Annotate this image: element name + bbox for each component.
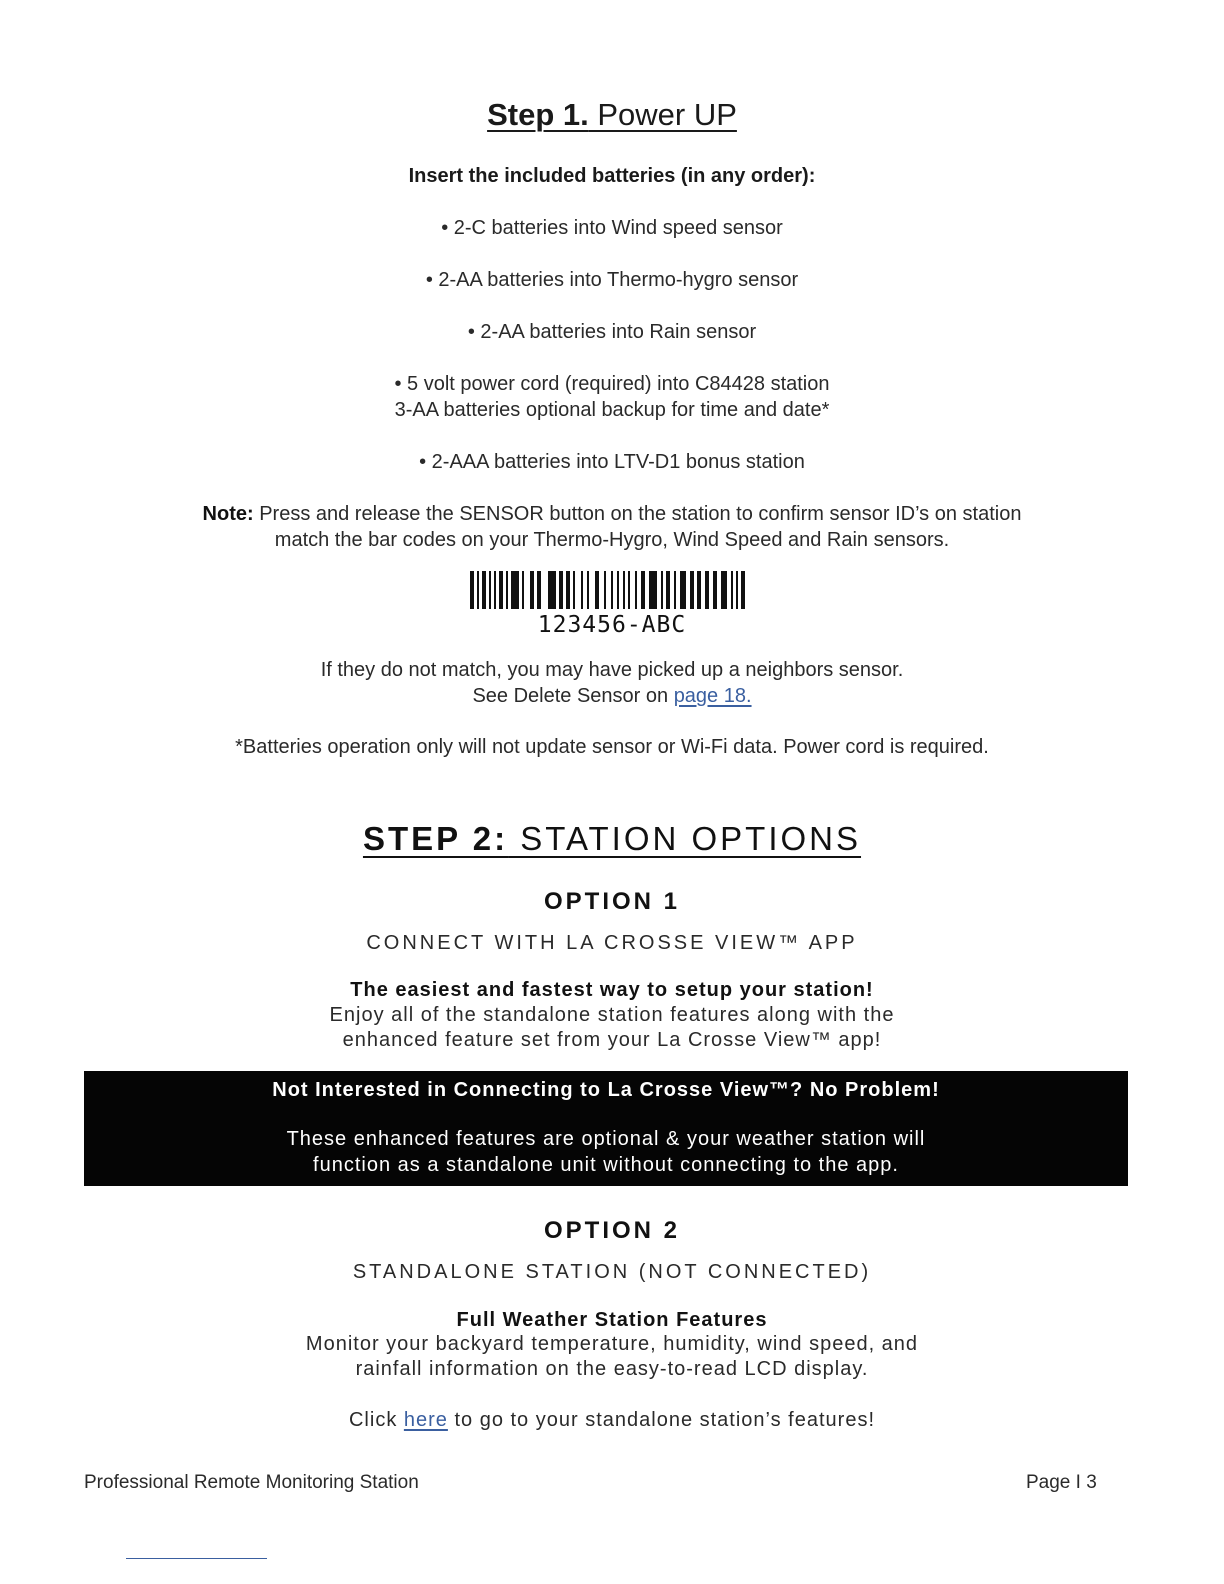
notice-line2: function as a standalone unit without connecting to the app. [313,1154,899,1176]
battery-item-bonus: • 2-AAA batteries into LTV-D1 bonus station [419,451,805,473]
page-18-link[interactable]: page 18. [673,685,752,707]
notice-title: Not Interested in Connecting to La Crosse View™? No Problem! [272,1079,940,1101]
battery-item-rain: • 2-AA batteries into Rain sensor [467,321,757,343]
here-link[interactable]: here [403,1409,448,1431]
option2-line2: rainfall information on the easy-to-read LCD display. [355,1358,869,1380]
option1-line2: enhanced feature set from your La Crosse View™ app! [342,1029,882,1051]
notice-line1: These enhanced features are optional & your weather station will [286,1128,926,1150]
click-prefix: Click [348,1409,404,1431]
battery-item-thermo: • 2-AA batteries into Thermo-hygro sensor [425,269,799,291]
step2-title-bold: STEP 2: [362,820,509,857]
battery-instruction: Insert the included batteries (in any order): [408,165,816,187]
option2-heading: OPTION 2 [543,1217,681,1244]
step1-title [0,95,1224,135]
note-text-2: match the bar codes on your Thermo-Hygro, Wind Speed and Rain sensors. [274,529,950,551]
battery-item-backup: 3-AA batteries optional backup for time and date* [394,399,830,421]
battery-item-wind: • 2-C batteries into Wind speed sensor [441,217,783,239]
click-suffix: to go to your standalone station’s features! [447,1409,876,1431]
option1-subheading: CONNECT WITH LA CROSSE VIEW™ APP [366,932,858,954]
standalone-features-line [0,1408,1224,1433]
footer-page-number: Page I 3 [1026,1472,1097,1493]
step2-title-rest: STATION OPTIONS [508,820,862,857]
step1-title-bold: Step 1. [487,97,589,132]
bottom-link-rule [126,1558,267,1559]
note-label: Note: [202,503,254,525]
note-paragraph [0,501,1224,527]
mismatch-text-1: If they do not match, you may have picked up a neighbors sensor. [320,659,904,681]
option2-lead: Full Weather Station Features [456,1309,768,1331]
battery-item-station: • 5 volt power cord (required) into C84428 station [394,373,830,395]
note-text-1: Press and release the SENSOR button on the station to confirm sensor ID’s on station [253,503,1022,525]
footnote-text: *Batteries operation only will not update sensor or Wi-Fi data. Power cord is required. [235,736,989,758]
mismatch-text-2 [0,683,1224,709]
barcode-number: 123456-ABC [537,612,687,638]
option2-subheading: STANDALONE STATION (NOT CONNECTED) [352,1261,872,1283]
mismatch-text-prefix: See Delete Sensor on [472,685,674,707]
option1-lead: The easiest and fastest way to setup your station! [350,979,874,1001]
option2-line1: Monitor your backyard temperature, humidity, wind speed, and [305,1333,919,1355]
option1-heading: OPTION 1 [543,888,681,915]
footer-product-name: Professional Remote Monitoring Station [84,1472,419,1493]
option1-line1: Enjoy all of the standalone station features along with the [329,1004,895,1026]
step2-title [0,818,1224,860]
no-problem-notice [84,1071,1128,1186]
barcode-image [470,571,745,609]
step1-title-rest: Power UP [588,97,737,132]
